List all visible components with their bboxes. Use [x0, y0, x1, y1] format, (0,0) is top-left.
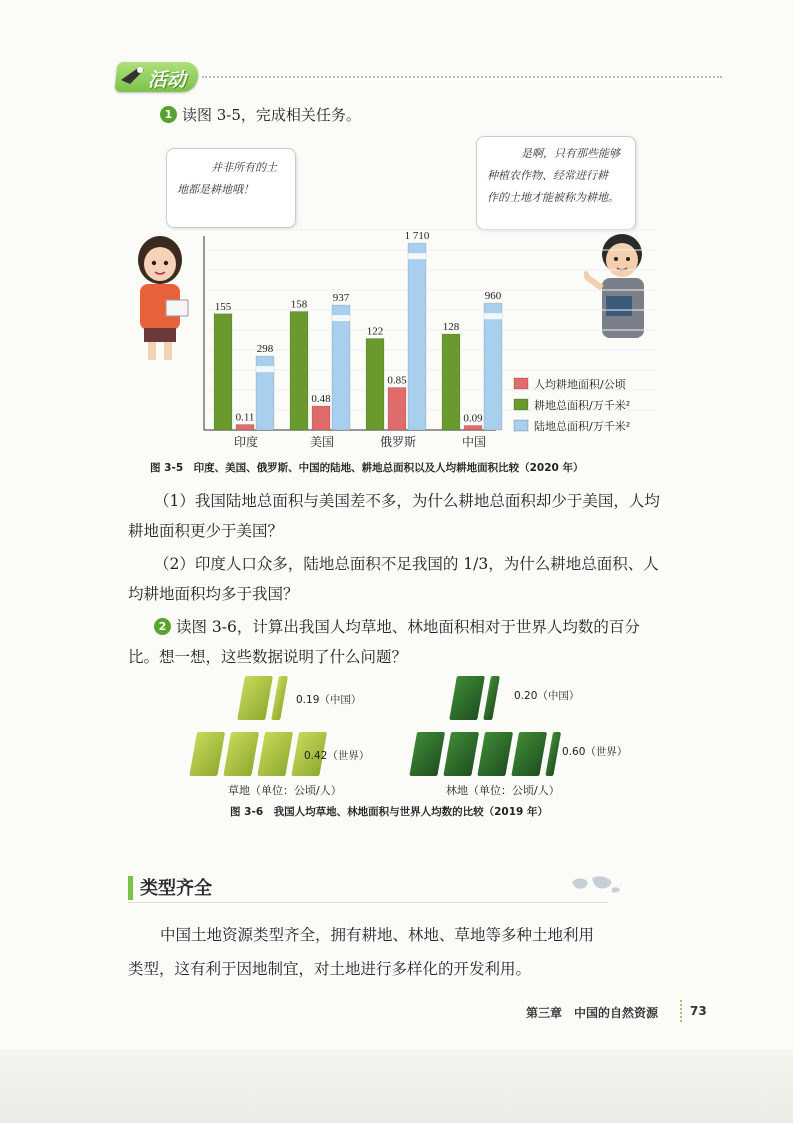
bar-percapita [388, 388, 406, 431]
question-1-line-1: （1）我国陆地总面积与美国差不多，为什么耕地总面积却少于美国，人均 [154, 492, 660, 510]
task-2-text: 读图 3-6，计算出我国人均草地、林地面积相对于世界人均数的百分 [176, 618, 640, 636]
legend-label: 耕地总面积/万千米² [534, 399, 631, 412]
legend-swatch [514, 399, 528, 410]
bubble-line: 作的土地才能被称为耕地。 [487, 191, 619, 204]
forest-tiles [404, 670, 574, 782]
girl-illustration [126, 232, 196, 362]
bar-land [484, 303, 502, 430]
grass-tile-world [189, 732, 225, 776]
data-label: 122 [366, 325, 384, 338]
task-2-line-1 [154, 611, 684, 643]
task-1-text: 读图 3-5，完成相关任务。 [182, 106, 361, 124]
forest-caption: 林地（单位：公顷/人） [446, 784, 560, 797]
rocket-icon [118, 62, 148, 88]
bar-percapita [312, 406, 330, 430]
data-label: 128 [442, 321, 460, 333]
category-label: 中国 [461, 435, 487, 449]
section-paragraph-line-1: 中国土地资源类型齐全，拥有耕地、林地、草地等多种土地利用 [160, 927, 595, 944]
legend-label: 人均耕地面积/公顷 [534, 378, 626, 391]
bubble-line: 是啊，只有那些能够 [521, 147, 620, 160]
forest-china-label: 0.20（中国） [514, 690, 580, 702]
world-map-icon [568, 872, 622, 896]
bar-chart [196, 228, 666, 454]
grass-tile-world [257, 732, 293, 776]
question-2-line-2: 均耕地面积均多于我国？ [128, 585, 299, 603]
data-label: 0.85 [387, 374, 407, 387]
page-bottom-shade [0, 1050, 793, 1123]
speech-bubble-boy [476, 136, 636, 230]
forest-world-label: 0.60（世界） [562, 746, 628, 758]
data-label: 0.48 [311, 393, 331, 405]
section-title: 类型齐全 [140, 878, 212, 899]
grass-tile-world [223, 732, 259, 776]
legend-swatch [514, 378, 528, 389]
page-number: 73 [690, 1004, 707, 1018]
bar-break [408, 253, 426, 259]
task-2-number: 2 [154, 618, 171, 635]
bar-break [484, 313, 502, 319]
grass-caption: 草地（单位：公顷/人） [228, 784, 342, 797]
data-label: 960 [484, 290, 502, 303]
data-label: 0.11 [235, 411, 255, 424]
bar-cultivated [442, 334, 460, 430]
category-label: 印度 [233, 435, 259, 449]
data-label: 158 [290, 298, 308, 311]
bubble-line: 地都是耕地哦！ [177, 183, 254, 196]
forest-tile-world [511, 732, 547, 776]
bubble-line: 种植农作物、经常进行耕 [487, 169, 608, 182]
data-label: 937 [332, 292, 350, 305]
question-2-line-1: （2）印度人口众多，陆地总面积不足我国的 1/3，为什么耕地总面积、人 [154, 555, 659, 573]
bar-percapita [236, 425, 254, 431]
speech-bubble-girl [166, 148, 296, 228]
data-label: 0.09 [463, 412, 483, 425]
section-underline [128, 902, 608, 903]
figure-3-6-caption: 图 3-6 我国人均草地、林地面积与世界人均数的比较（2019 年） [230, 806, 549, 818]
forest-tile-world-partial [545, 732, 561, 776]
grass-china-label: 0.19（中国） [296, 694, 362, 706]
bar-break [332, 315, 350, 321]
forest-tile-china-partial [483, 676, 500, 720]
activity-label: 活动 [148, 69, 187, 91]
grass-tile-china-partial [271, 676, 288, 720]
footer-separator [680, 1000, 686, 1022]
footer-chapter: 第三章 中国的自然资源 [526, 1006, 659, 1020]
bar-land [332, 305, 350, 430]
bar-break [256, 366, 274, 372]
figure-3-5-caption: 图 3-5 印度、美国、俄罗斯、中国的陆地、耕地总面积以及人均耕地面积比较（2020 年） [150, 462, 584, 474]
bar-land [408, 243, 426, 430]
category-label: 美国 [309, 435, 335, 449]
task-2-line-2: 比。想一想，这些数据说明了什么问题？ [128, 648, 408, 666]
bar-cultivated [290, 312, 308, 431]
bar-cultivated [214, 314, 232, 430]
legend-label: 陆地总面积/万千米² [534, 420, 631, 433]
legend-swatch [514, 420, 528, 431]
task-1 [160, 104, 361, 125]
grass-world-label: 0.42（世界） [304, 750, 370, 762]
question-1-line-2: 耕地面积更少于美国？ [128, 522, 284, 540]
activity-divider [202, 76, 722, 78]
bar-percapita [464, 426, 482, 431]
section-paragraph-line-2: 类型，这有利于因地制宜，对土地进行多样化的开发利用。 [128, 961, 532, 978]
forest-tile-world [443, 732, 479, 776]
bar-cultivated [366, 339, 384, 431]
forest-tile-world [409, 732, 445, 776]
bubble-line: 并非所有的土 [211, 161, 277, 174]
forest-tile-world [477, 732, 513, 776]
data-label: 155 [214, 300, 232, 313]
grass-tile-china [237, 676, 273, 720]
section-accent-bar [128, 876, 133, 900]
category-label: 俄罗斯 [379, 435, 417, 449]
data-label: 298 [256, 343, 274, 356]
data-label: 1 710 [404, 230, 430, 243]
task-1-number: 1 [160, 106, 177, 123]
forest-tile-china [449, 676, 485, 720]
